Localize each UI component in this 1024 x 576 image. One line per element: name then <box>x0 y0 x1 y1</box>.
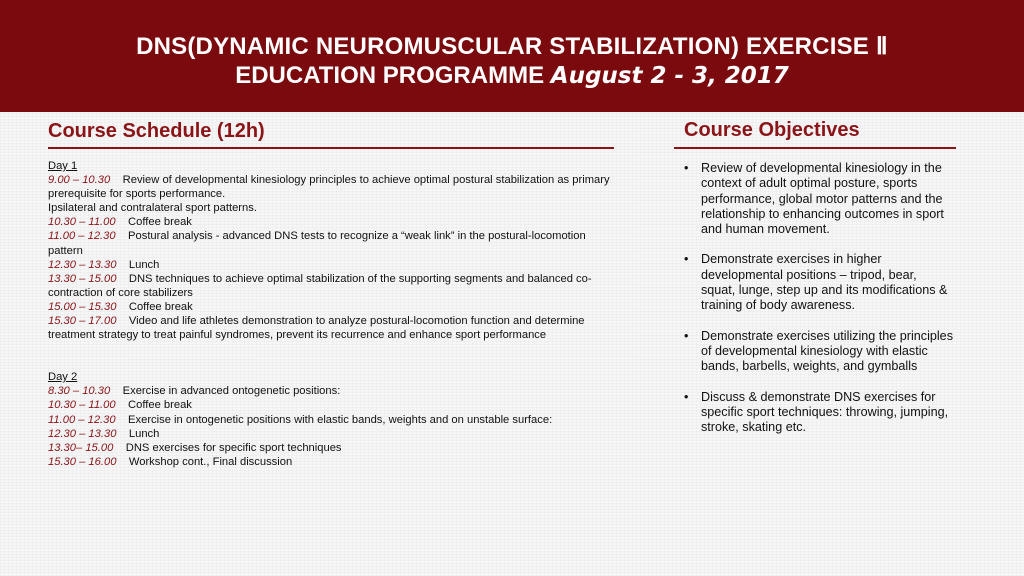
schedule-activity: DNS techniques to achieve optimal stabilization of the supporting segments and balanced co-contraction of core stabilizers <box>48 272 592 299</box>
schedule-entry <box>48 173 614 201</box>
objective-item <box>684 390 954 436</box>
title-banner <box>0 0 1024 112</box>
objectives-heading: Course Objectives <box>684 119 860 141</box>
schedule-divider <box>48 147 614 149</box>
day-2-label: Day 2 <box>48 371 78 384</box>
schedule-time: 15.30 – 16.00 <box>48 455 117 468</box>
day-1-list <box>48 173 614 342</box>
schedule-time: 10.30 – 11.00 <box>48 216 116 229</box>
objective-text: Demonstrate exercises utilizing the principles of developmental kinesiology with elastic bands, barbells, weights, and gymballs <box>701 328 953 374</box>
schedule-entry <box>48 201 614 215</box>
schedule-time: 8.30 – 10.30 <box>48 385 111 398</box>
schedule-entry <box>48 384 614 398</box>
schedule-activity: Exercise in advanced ontogenetic positions: <box>122 385 341 398</box>
schedule-time: 12.30 – 13.30 <box>48 427 117 440</box>
objective-text: Discuss & demonstrate DNS exercises for specific sport techniques: throwing, jumping, stroke, skating etc. <box>701 389 949 435</box>
day-1-label: Day 1 <box>48 160 78 172</box>
objectives-divider <box>674 147 956 149</box>
schedule-entry <box>48 398 614 412</box>
schedule-activity: Lunch <box>128 427 160 440</box>
schedule-activity: Coffee break <box>128 300 193 313</box>
schedule-activity: DNS exercises for specific sport techniques <box>125 441 342 454</box>
schedule-time: 11.00 – 12.30 <box>48 413 116 426</box>
bullet-icon: • <box>684 252 689 267</box>
objective-item <box>684 252 954 313</box>
title-line-2 <box>0 62 1024 90</box>
schedule-entry <box>48 413 614 427</box>
schedule-time: 15.00 – 15.30 <box>48 300 117 313</box>
schedule-heading: Course Schedule (12h) <box>48 120 265 142</box>
title-programme: EDUCATION PROGRAMME <box>235 62 545 89</box>
schedule-activity: Video and life athletes demonstration to analyze postural-locomotion function and determine treatment strategy to treat painful syndromes, prevent its recurrence and enhance sport performance <box>48 315 585 342</box>
objective-text: Demonstrate exercises in higher developmental positions – tripod, bear, squat, lunge, step up and its modifications & training of body awareness. <box>701 252 948 313</box>
day-2-list <box>48 384 614 469</box>
objective-item <box>684 161 954 237</box>
schedule-activity: Ipsilateral and contralateral sport patterns. <box>48 202 257 215</box>
schedule-time: 10.30 – 11.00 <box>48 399 116 412</box>
schedule-time: 15.30 – 17.00 <box>48 315 117 328</box>
schedule-activity: Review of developmental kinesiology principles to achieve optimal postural stabilization as primary prerequisite for sports performance. <box>48 174 610 201</box>
schedule-activity: Lunch <box>128 258 160 271</box>
schedule-entry <box>48 258 614 272</box>
schedule-entry <box>48 215 614 229</box>
schedule-activity: Coffee break <box>128 399 192 412</box>
schedule-time: 13.30 – 15.00 <box>48 272 117 285</box>
objectives-list <box>684 161 954 450</box>
schedule-activity: Exercise in ontogenetic positions with elastic bands, weights and on unstable surface: <box>128 413 553 426</box>
schedule-time: 12.30 – 13.30 <box>48 258 117 271</box>
schedule-time: 13.30– 15.00 <box>48 441 114 454</box>
schedule-body <box>48 159 614 469</box>
bullet-icon: • <box>684 161 689 175</box>
bullet-icon: • <box>684 389 689 404</box>
schedule-entry <box>48 441 614 455</box>
objective-text: Review of developmental kinesiology in the context of adult optimal posture, sports performance, global motor patterns and the relationship to enhancing outcomes in sport and human movement. <box>701 161 944 237</box>
schedule-entry <box>48 427 614 441</box>
schedule-entry <box>48 272 614 300</box>
title-line-1: DNS(DYNAMIC NEUROMUSCULAR STABILIZATION) EXERCISE Ⅱ <box>136 33 888 60</box>
schedule-time: 11.00 – 12.30 <box>48 230 116 243</box>
objective-item <box>684 329 954 375</box>
schedule-entry <box>48 229 614 257</box>
title-date: August 2 - 3, 2017 <box>550 63 789 89</box>
schedule-entry <box>48 455 614 469</box>
schedule-activity: Workshop cont., Final discussion <box>128 455 293 468</box>
schedule-activity: Postural analysis - advanced DNS tests to recognize a “weak link” in the postural-locomotion pattern <box>48 230 586 257</box>
schedule-activity: Coffee break <box>128 216 192 229</box>
schedule-time: 9.00 – 10.30 <box>48 174 111 187</box>
schedule-entry <box>48 300 614 314</box>
bullet-icon: • <box>684 328 689 343</box>
schedule-entry <box>48 314 614 342</box>
